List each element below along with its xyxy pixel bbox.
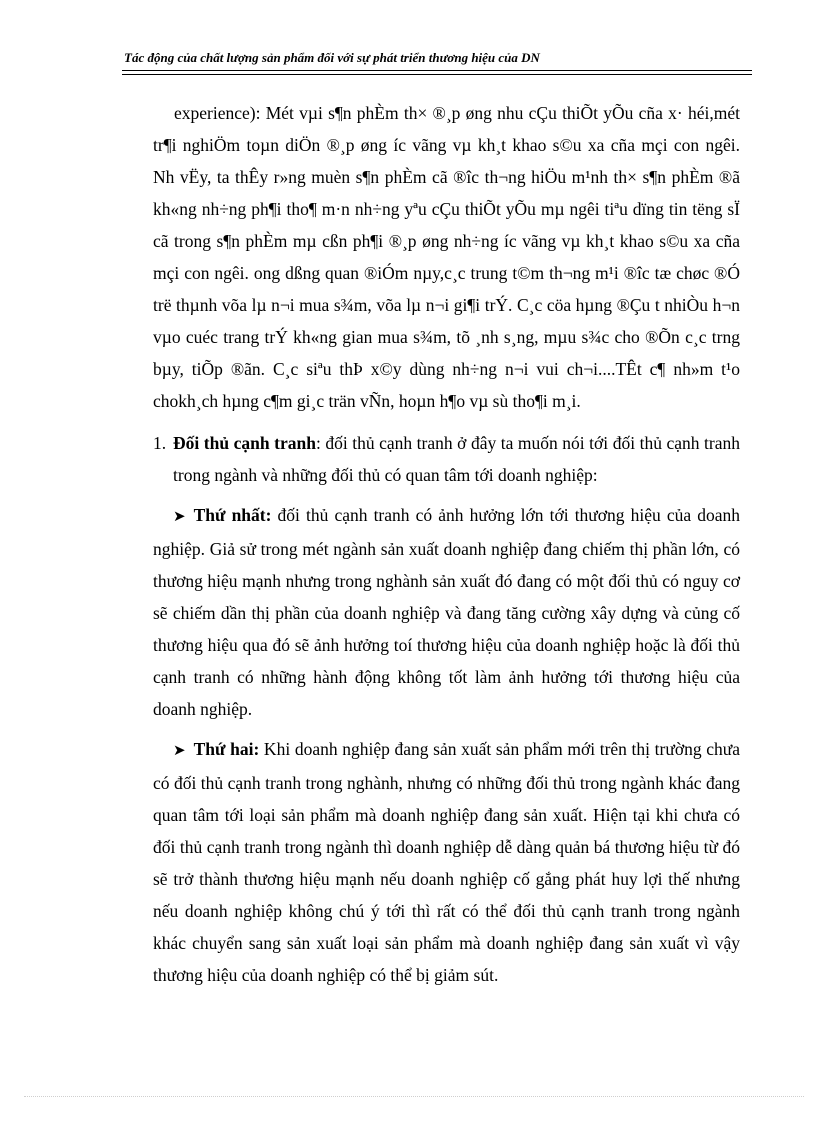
section-text: : đối thủ cạnh tranh ở đây ta muốn nói tới đối thủ cạnh tranh trong ngành và những đối thủ có quan tâm tới doanh nghiệp: bbox=[173, 433, 740, 485]
section-heading: Đối thủ cạnh tranh bbox=[173, 433, 316, 453]
header-rule-thick bbox=[122, 70, 752, 71]
arrow-bullet-icon: ➤ bbox=[173, 509, 186, 525]
bullet-second-text: Khi doanh nghiệp đang sản xuất sản phẩm mới trên thị trường chưa có đối thủ cạnh tranh trong nghành, nhưng có những đối thủ trong ngành khác đang quan tâm tới loại sản phẩm mà doanh nghiệp đang sản xuất. Hiện tại khi chưa có đối thủ cạnh tranh trong ngành thì doanh nghiệp dễ dàng quản bá thương hiệu từ đó sẽ trở thành thương hiệu mạnh nếu doanh nghiệp cố gắng phát huy lợi thế nhưng nếu doanh nghiệp không chú ý tới thì rất có thể đối thủ cạnh tranh trong ngành khác chuyển sang sản xuất loại sản phẩm mà doanh nghiệp đang sản xuất vì vậy thương hiệu của doanh nghiệp có thể bị giảm sút. bbox=[153, 739, 740, 985]
section-number: 1. bbox=[153, 433, 167, 453]
header-rule-thin bbox=[122, 74, 752, 75]
bullet-second bbox=[153, 733, 740, 991]
document-body bbox=[153, 97, 740, 991]
bullet-first bbox=[153, 499, 740, 725]
bullet-first-label: Thứ nhất: bbox=[193, 505, 272, 525]
page-bottom-divider bbox=[24, 1096, 804, 1097]
page-header-title: Tác động của chất lượng sản phẩm đối với sự phát triển thương hiệu của DN bbox=[124, 50, 540, 65]
bullet-first-text: đối thủ cạnh tranh có ảnh hưởng lớn tới thương hiệu của doanh nghiệp. Giả sử trong mét ngành sản xuất doanh nghiệp đang chiếm thị phần lớn, có thương hiệu mạnh nhưng trong nghành sản xuất đó đang có một đối thủ có nguy cơ sẽ chiếm dần thị phần của doanh nghiệp và đang tăng cường xây dựng và củng cố thương hiệu qua đó sẽ ảnh hưởng toí thương hiệu của doanh nghiệp hoặc là đối thủ cạnh tranh có những hành động không tốt làm ảnh hưởng tới thương hiệu của doanh nghiệp. bbox=[153, 505, 740, 719]
arrow-bullet-icon: ➤ bbox=[173, 743, 186, 759]
section-competitors bbox=[153, 427, 740, 491]
intro-paragraph: experience): Mét vµi s¶n phÈm th× ®¸p øng nhu cÇu thiÕt yÕu cña x· héi,mét tr¶i nghiÖm toµn diÖn ®¸p øng íc vãng vµ kh¸t khao s©u xa cña mçi con ngêi. Nh vËy, ta thÊy r»ng muèn s¶n phÈm cã ®îc th¬ng hiÖu m¹nh th× s¶n phÈm ®ã kh«ng nh÷ng ph¶i tho¶ m·n nh÷ng yªu cÇu thiÕt yÕu mµ ngêi tiªu dïng tin tëng sÏ cã trong s¶n phÈm mµ cßn ph¶i ®¸p øng nh÷ng íc vãng vµ kh¸t khao s©u xa cña mçi con ngêi. ong dßng quan ®iÓm nµy,c¸c trung t©m th¬ng m¹i ®îc tæ chøc ®Ó trë thµnh võa lµ n¬i mua s¾m, võa lµ n¬i gi¶i trÝ. C¸c cöa hµng ®Çu t nhiÒu h¬n vµo cuéc trang trÝ kh«ng gian mua s¾m, tõ ¸nh s¸ng, mµu s¾c cho ®Õn c¸c trng bµy, tiÕp ®ãn. C¸c siªu thÞ x©y dùng nh÷ng n¬i vui ch¬i....TÊt c¶ nh»m t¹o chokh¸ch hµng c¶m gi¸c trän vÑn, hoµn h¶o vµ sù tho¶i m¸i. bbox=[153, 103, 740, 411]
bullet-second-label: Thứ hai: bbox=[193, 739, 260, 759]
